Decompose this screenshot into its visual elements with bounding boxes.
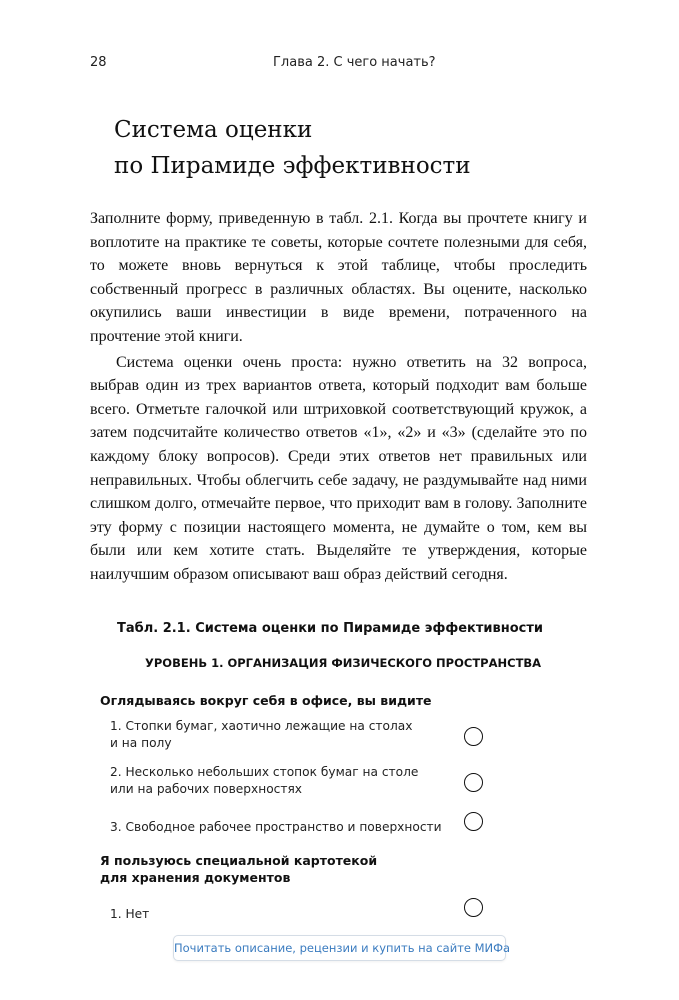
chapter-title: Глава 2. С чего начать?	[273, 55, 436, 70]
question-text: для хранения документов	[100, 870, 291, 885]
section-title-line: Система оценки	[114, 117, 313, 143]
level-heading: УРОВЕНЬ 1. ОРГАНИЗАЦИЯ ФИЗИЧЕСКОГО ПРОСТРАНСТВА	[145, 656, 542, 670]
option-text: 1. Стопки бумаг, хаотично лежащие на столах	[110, 719, 413, 733]
section-title	[114, 112, 471, 184]
option-text: 1. Нет	[110, 907, 150, 921]
question-text: Я пользуюсь специальной картотекой	[100, 853, 378, 868]
body-text	[90, 207, 587, 587]
question-2	[100, 852, 377, 886]
question-text: Оглядываясь вокруг себя в офисе, вы видите	[100, 693, 432, 708]
option-text: 2. Несколько небольших стопок бумаг на столе	[110, 765, 419, 779]
option-text: 3. Свободное рабочее пространство и поверхности	[110, 820, 442, 834]
paragraph: Система оценки очень проста: нужно ответить на 32 вопроса, выбрав один из трех вариантов ответа, который подходит вам больше всего. Отметьте галочкой или штриховкой соответствующий кружок, а затем подсчитайте количество ответов «1», «2» и «3» (сделайте это по каждому блоку вопросов). Среди этих ответов нет правильных или неправильных. Чтобы облегчить себе задачу, не раздумывайте над ними слишком долго, отмечайте первое, что приходит вам в голову. Заполните эту форму с позиции настоящего момента, не думайте о том, кем вы были или кем хотите стать. Выделяйте те утверждения, которые наилучшим образом описывают ваш образ действий сегодня.	[90, 353, 587, 583]
answer-option-1-2	[110, 764, 418, 798]
answer-option-2-1	[110, 906, 149, 923]
mif-store-link[interactable]: Почитать описание, рецензии и купить на сайте МИФа	[173, 935, 506, 961]
answer-radio-1-1[interactable]	[464, 727, 483, 746]
answer-option-1-1	[110, 718, 412, 752]
answer-radio-2-1[interactable]	[464, 898, 483, 917]
paragraph: Заполните форму, приведенную в табл. 2.1. Когда вы прочтете книгу и воплотите на практике те советы, которые сочтете полезными для себя, то можете вновь вернуться к этой таблице, чтобы проследить собственный прогресс в различных областях. Вы оцените, насколько окупились ваши инвестиции в виде времени, потраченного на прочтение этой книги.	[90, 210, 587, 345]
question-1	[100, 692, 432, 709]
section-title-line: по Пирамиде эффективности	[114, 153, 471, 179]
table-caption: Табл. 2.1. Система оценки по Пирамиде эффективности	[117, 621, 544, 636]
option-text: и на полу	[110, 736, 172, 750]
page-number: 28	[90, 55, 107, 70]
answer-option-1-3	[110, 819, 442, 836]
option-text: или на рабочих поверхностях	[110, 782, 303, 796]
answer-radio-1-3[interactable]	[464, 812, 483, 831]
answer-radio-1-2[interactable]	[464, 773, 483, 792]
